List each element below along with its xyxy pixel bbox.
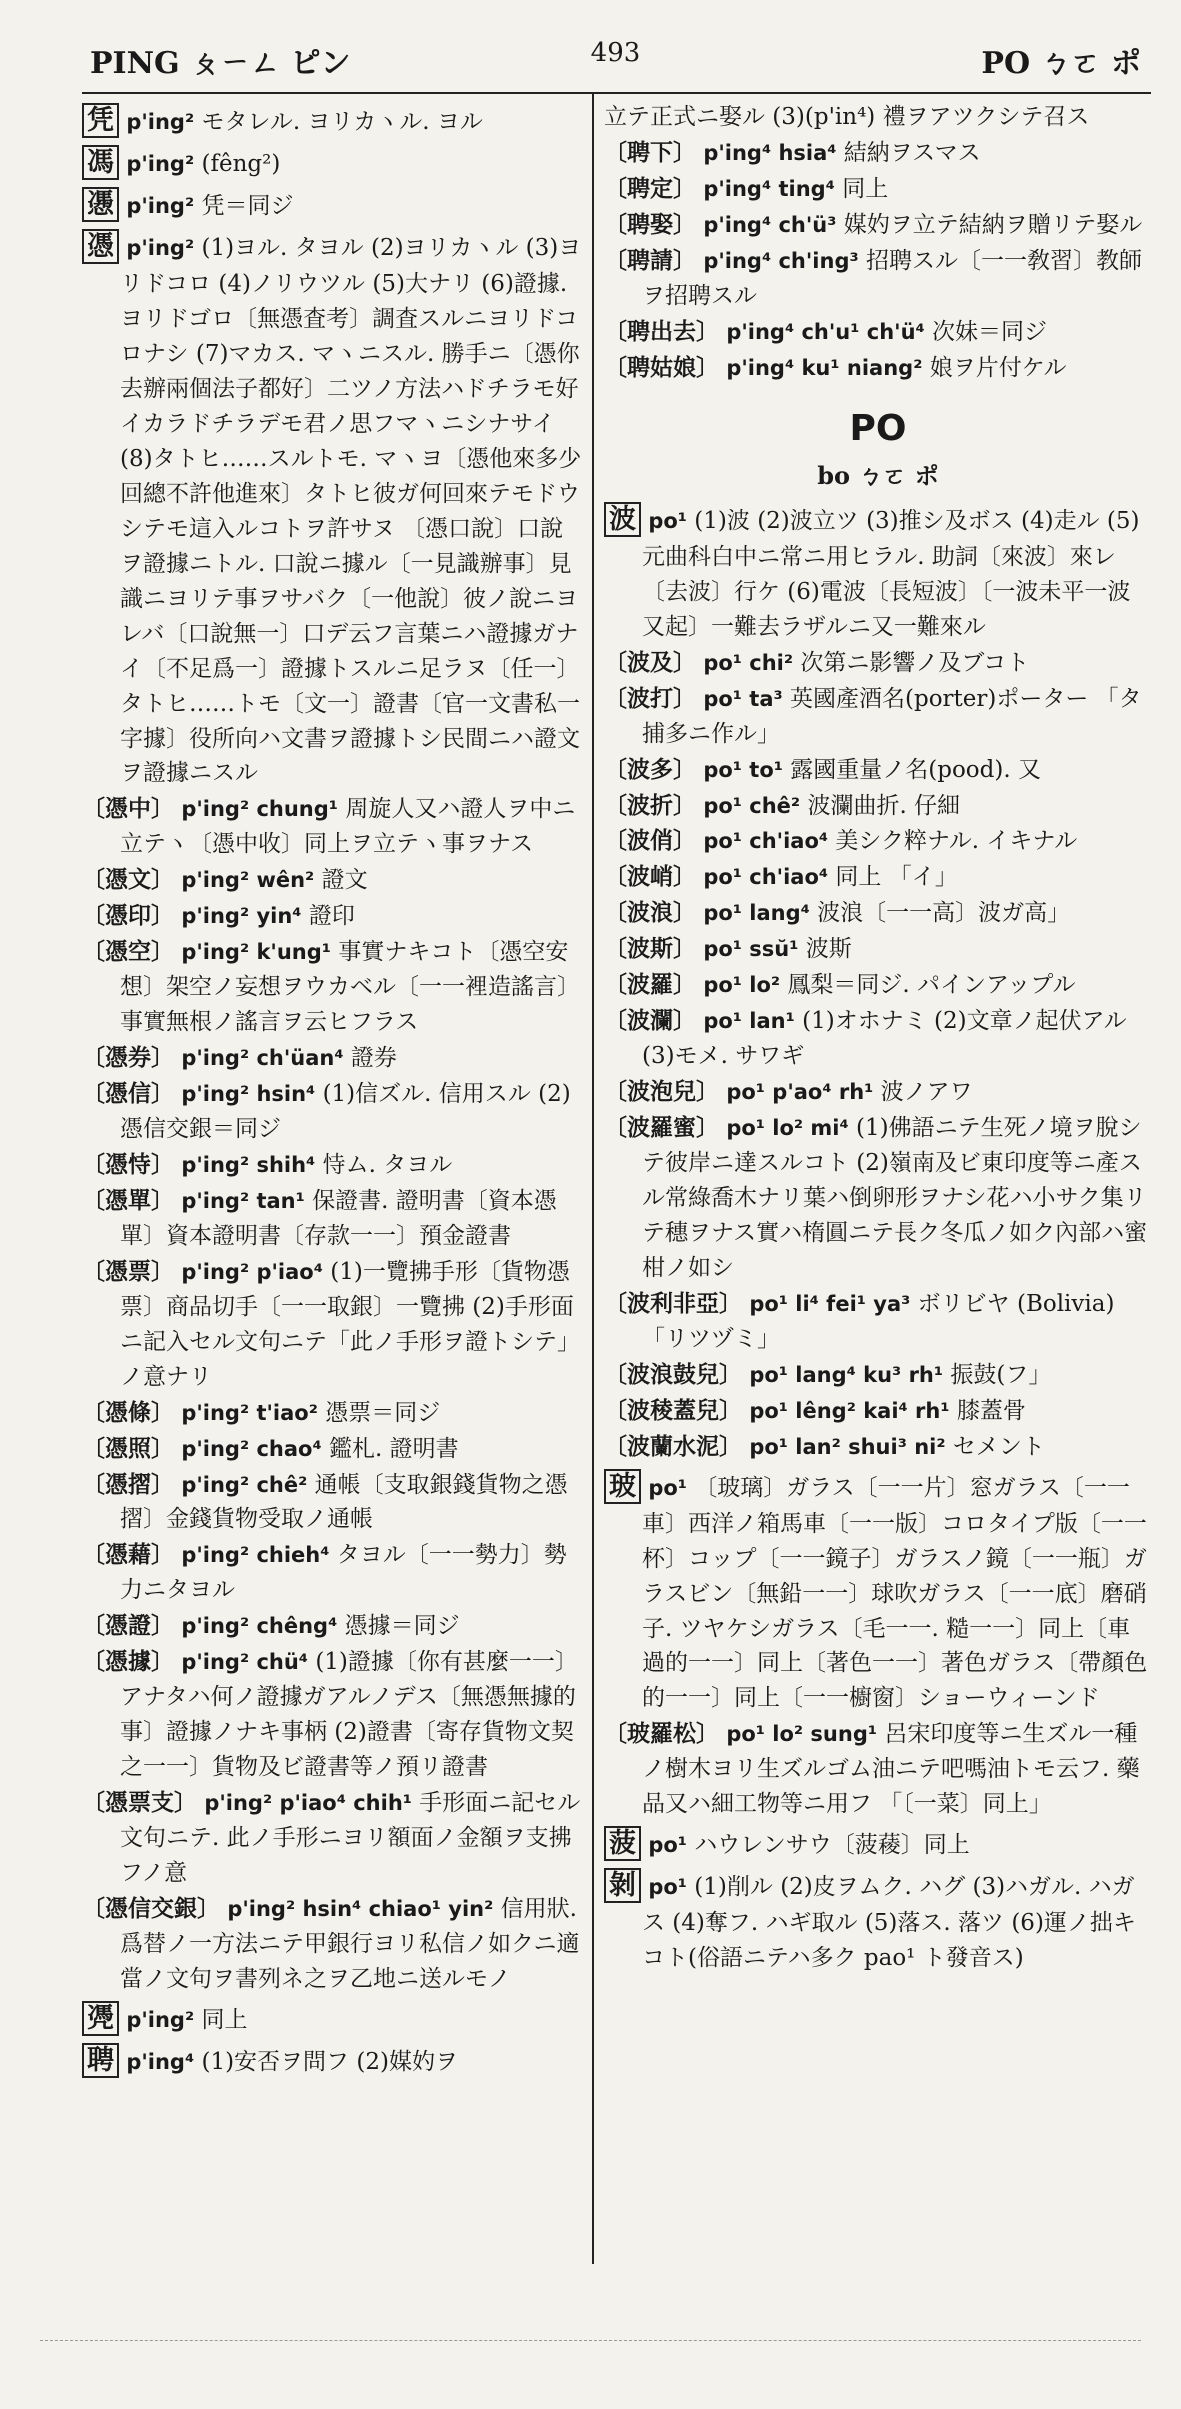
bottom-edge <box>40 2340 1141 2341</box>
column-divider <box>592 94 594 2264</box>
entry-definition: 波瀾曲折. 仔細 <box>807 792 961 819</box>
entry-headword: 〔憑摺〕 <box>82 1470 174 1498</box>
entry-definition: 振鼓(フ」 <box>950 1361 1052 1388</box>
entry-romanization: p'ing⁴ hsia⁴ <box>703 140 837 165</box>
entry-romanization: p'ing² <box>126 110 195 134</box>
entry-romanization: po¹ to¹ <box>703 757 783 782</box>
entry-definition: 保證書. 證明書〔資本憑單〕資本證明書〔存款一一〕預金證書 <box>120 1187 557 1249</box>
entry-definition: 同上 <box>842 175 889 202</box>
entry-romanization: p'ing² chao⁴ <box>181 1436 322 1461</box>
entry-romanization: p'ing² chü⁴ <box>181 1650 309 1675</box>
dictionary-entry <box>82 1184 582 1254</box>
entry-headword: 聘 <box>82 2043 119 2078</box>
dictionary-entry <box>82 899 582 934</box>
entry-headword: 〔波折〕 <box>604 791 696 819</box>
entry-headword: 〔憑單〕 <box>82 1186 174 1214</box>
section-title: PO <box>849 407 907 449</box>
entry-romanization: p'ing² chê² <box>181 1472 308 1497</box>
dictionary-entry <box>82 792 582 862</box>
entry-headword: 〔憑票〕 <box>82 1257 174 1285</box>
entry-headword: 〔波泡兒〕 <box>604 1078 719 1106</box>
entry-romanization: po¹ lo² mi⁴ <box>726 1116 849 1141</box>
entry-headword: 〔聘出去〕 <box>604 317 719 345</box>
entry-headword: 〔憑證〕 <box>82 1612 174 1640</box>
dictionary-entry <box>604 1466 1152 1717</box>
entry-romanization: po¹ p'ao⁴ rh¹ <box>726 1080 874 1105</box>
dictionary-entry <box>82 1468 582 1538</box>
dictionary-entry <box>82 226 582 791</box>
entry-headword: 〔憑空〕 <box>82 938 174 966</box>
dictionary-entry <box>82 1892 582 1997</box>
dictionary-entry <box>604 789 1152 824</box>
entry-romanization: po¹ chi² <box>703 650 794 675</box>
page-header <box>90 38 1141 88</box>
entry-headword: 〔憑票支〕 <box>82 1789 197 1817</box>
entry-headword: 〔憑券〕 <box>82 1044 174 1072</box>
dictionary-entry <box>604 682 1152 752</box>
entry-definition: 波浪〔一一高〕波ガ高」 <box>817 900 1071 927</box>
entry-headword: 〔聘姑娘〕 <box>604 353 719 381</box>
dictionary-entry <box>82 863 582 898</box>
entry-headword: 〔波浪〕 <box>604 899 696 927</box>
dictionary-entry <box>604 1394 1152 1429</box>
entry-romanization: p'ing² p'iao⁴ chih¹ <box>204 1791 412 1816</box>
entry-romanization: p'ing⁴ <box>126 2049 195 2074</box>
dictionary-entry <box>82 1041 582 1076</box>
entry-definition: 立テ正式ニ娶ル (3)(p'in⁴) 禮ヲアツクシテ召ス <box>604 104 1090 130</box>
header-rule <box>82 92 1151 94</box>
entry-romanization: po¹ lêng² kai⁴ rh¹ <box>749 1398 950 1423</box>
entry-headword: 〔波俏〕 <box>604 827 696 855</box>
entry-headword: 〔波多〕 <box>604 755 696 783</box>
entry-definition: (1)一覽拂手形〔貨物憑票〕商品切手〔一一取銀〕一覽拂 (2)手形面ニ記入セル文句ニテ「此ノ手形ヲ證トシテ」ノ意ナリ <box>120 1258 580 1390</box>
entry-headword: 〔波羅蜜〕 <box>604 1114 719 1142</box>
entry-romanization: p'ing⁴ ting⁴ <box>703 176 835 201</box>
dictionary-entry <box>604 1111 1152 1286</box>
dictionary-entry <box>604 136 1152 171</box>
entry-definition: 呂宋印度等ニ生ズル一種ノ樹木ヨリ生ズルゴム油ニテ吧嗎油トモ云フ. 藥品又ハ細工物等ニ用フ 「〔一菜〕同上」 <box>642 1721 1140 1818</box>
dictionary-entry <box>82 1645 582 1785</box>
entry-romanization: p'ing⁴ ch'u¹ ch'ü⁴ <box>726 319 925 344</box>
dictionary-entry <box>604 860 1152 895</box>
entry-headword: 〔波峭〕 <box>604 863 696 891</box>
entry-headword: 〔波蘭水泥〕 <box>604 1432 742 1460</box>
left-column <box>82 100 582 2082</box>
entry-headword: 馮 <box>82 145 119 180</box>
entry-headword: 〔波羅〕 <box>604 971 696 999</box>
entry-romanization: p'ing² tan¹ <box>181 1188 305 1213</box>
dictionary-entry <box>604 1717 1152 1822</box>
header-left: PING ㄆㄧㄥ ピン <box>90 46 351 81</box>
entry-romanization: p'ing² <box>126 236 195 261</box>
entry-romanization: p'ing² hsin⁴ <box>181 1082 316 1107</box>
entry-definition: 信用狀. 爲替ノ一方法ニテ甲銀行ヨリ私信ノ如クニ適當ノ文句ヲ書列ネ之ヲ乙地ニ送ルモノ <box>120 1895 580 1992</box>
entry-romanization: po¹ <box>648 1833 687 1858</box>
entry-headword: 〔憑文〕 <box>82 866 174 894</box>
entry-romanization: po¹ <box>648 1875 687 1900</box>
entry-romanization: p'ing² <box>126 152 195 177</box>
dictionary-entry <box>82 2040 582 2081</box>
entry-romanization: p'ing² shih⁴ <box>181 1152 316 1177</box>
entry-headword: 〔聘下〕 <box>604 138 696 166</box>
entry-headword: 凴 <box>82 2001 119 2036</box>
entry-romanization: p'ing² k'ung¹ <box>181 940 331 965</box>
entry-definition: 結納ヲスマス <box>843 139 981 166</box>
entry-headword: 〔憑印〕 <box>82 902 174 930</box>
entry-romanization: p'ing⁴ ch'ü³ <box>703 212 837 237</box>
entry-romanization: p'ing² chieh⁴ <box>181 1543 330 1568</box>
entry-definition: (1)削ル (2)皮ヲムク. ハグ (3)ハガル. ハガス (4)奪フ. ハギ取ル (5)落ス. 落ツ (6)運ノ拙キコト(俗語ニテハ多ク pao¹ ト發音ス) <box>642 1874 1136 1972</box>
dictionary-entry <box>82 1538 582 1608</box>
dictionary-entry <box>604 968 1152 1003</box>
dictionary-entry <box>604 1823 1152 1864</box>
entry-definition: 鳳梨＝同ジ. パインアップル <box>787 972 1076 999</box>
header-right: PO ㄅㄛ ポ <box>981 46 1141 81</box>
entry-romanization: po¹ lan² shui³ ni² <box>749 1434 946 1459</box>
entry-definition: 媒妁ヲ立テ結納ヲ贈リテ娶ル <box>843 211 1143 238</box>
entry-definition: 娘ヲ片付ケル <box>929 354 1067 381</box>
entry-romanization: po¹ lang⁴ <box>703 901 810 926</box>
entry-definition: 〔玻璃〕ガラス〔一一片〕窓ガラス〔一一車〕西洋ノ箱馬車〔一一版〕コロタイプ版〔一一杯〕コップ〔一一鏡子〕ガラスノ鏡〔一一瓶〕ガラスビン〔無鉛一一〕球吹ガラス〔一一底〕磨硝子. ツヤケシガラス〔毛一一. 糙一一〕同上〔車過的一一〕同上〔著色一一〕著色ガラス〔帶顏色的一一〕同上〔一一櫥窗〕ショーウィーンド <box>642 1474 1148 1712</box>
dictionary-entry <box>604 1075 1152 1110</box>
dictionary-entry <box>82 935 582 1040</box>
dictionary-entry <box>604 1865 1152 1976</box>
entry-headword: 凭 <box>82 103 119 138</box>
dictionary-entry <box>604 244 1152 314</box>
entry-definition: 周旋人又ハ證人ヲ中ニ立テヽ〔憑中收〕同上ヲ立テヽ事ヲナス <box>120 796 576 858</box>
dictionary-entry <box>82 1432 582 1467</box>
entry-definition: 鑑札. 證明書 <box>328 1435 459 1462</box>
dictionary-entry <box>604 208 1152 243</box>
entry-romanization: po¹ lo² sung¹ <box>726 1722 878 1747</box>
dictionary-entry <box>604 646 1152 681</box>
entry-definition: 露國重量ノ名(pood). 又 <box>790 756 1041 783</box>
entry-romanization: p'ing² yin⁴ <box>181 904 302 929</box>
entry-romanization: p'ing² chêng⁴ <box>181 1614 338 1639</box>
dictionary-entry <box>82 100 582 141</box>
entry-headword: 〔憑藉〕 <box>82 1541 174 1569</box>
entry-romanization: p'ing² <box>126 194 195 219</box>
entry-definition: 招聘スル〔一一敎習〕教師ヲ招聘スル <box>642 247 1142 309</box>
entry-definition: 憑票＝同ジ <box>325 1399 441 1426</box>
dictionary-entry <box>82 1077 582 1147</box>
entry-romanization: p'ing² p'iao⁴ <box>181 1259 323 1284</box>
entry-definition: (fêng²) <box>201 151 281 178</box>
entry-headword: 〔憑照〕 <box>82 1434 174 1462</box>
section-subtitle: bo ㄅㄛ ポ <box>817 461 939 491</box>
right-column-ping-entries <box>604 100 1152 386</box>
entry-definition: (1)波 (2)波立ツ (3)推シ及ボス (4)走ル (5)元曲科白中ニ常ニ用ヒラル. 助詞〔來波〕來レ〔去波〕行ケ (6)電波〔長短波〕〔一波未平一波又起〕一難去ラザルニ又一難來ル <box>642 507 1140 640</box>
entry-romanization: po¹ ch'iao⁴ <box>703 829 829 854</box>
dictionary-entry <box>604 315 1152 350</box>
entry-romanization: po¹ ssŭ¹ <box>703 937 799 962</box>
entry-romanization: p'ing⁴ ku¹ niang² <box>726 355 923 380</box>
entry-definition: 次第ニ影響ノ及ブコト <box>800 649 1030 676</box>
entry-definition: 次妹＝同ジ <box>932 318 1048 345</box>
entry-definition: 憑據＝同ジ <box>344 1613 460 1640</box>
dictionary-entry <box>604 1358 1152 1393</box>
entry-definition: 同上 <box>201 2006 248 2033</box>
dictionary-entry <box>604 499 1152 645</box>
entry-definition: (1)佛語ニテ生死ノ境ヲ脫シテ彼岸ニ達スルコト (2)嶺南及ビ東印度等ニ產スル常綠喬木ナリ葉ハ倒卵形ヲナシ花ハ小サク集リテ穗ヲナス實ハ楕圓ニテ長ク冬瓜ノ如ク內部ハ蜜柑ノ如シ <box>642 1115 1148 1281</box>
dictionary-entry <box>604 351 1152 386</box>
entry-headword: 憑 <box>82 229 119 264</box>
entry-romanization: po¹ <box>648 1475 687 1500</box>
entry-headword: 〔憑條〕 <box>82 1398 174 1426</box>
dictionary-entry <box>604 1004 1152 1074</box>
entry-headword: 〔波瀾〕 <box>604 1007 696 1035</box>
dictionary-entry <box>82 184 582 225</box>
entry-headword: 〔波斯〕 <box>604 935 696 963</box>
entry-definition: ボリビヤ (Bolivia) 「リツヅミ」 <box>642 1290 1115 1352</box>
entry-headword: 波 <box>604 502 641 537</box>
entry-headword: 〔波浪鼓兒〕 <box>604 1360 742 1388</box>
entry-romanization: p'ing⁴ ch'ing³ <box>703 248 859 273</box>
entry-definition: (1)信ズル. 信用スル (2)憑信交銀＝同ジ <box>120 1081 571 1142</box>
dictionary-entry <box>604 753 1152 788</box>
entry-definition: 通帳〔支取銀錢貨物之憑摺〕金錢貨物受取ノ通帳 <box>120 1471 568 1533</box>
dictionary-entry <box>82 1148 582 1183</box>
entry-definition: 英國產酒名(porter)ポーター 「タ捕多ニ作ル」 <box>642 685 1142 747</box>
entry-definition: (1)安否ヲ問フ (2)媒妁ヲ <box>201 2048 458 2075</box>
entry-romanization: p'ing² <box>126 2007 195 2032</box>
entry-romanization: p'ing² ch'üan⁴ <box>181 1046 344 1071</box>
entry-headword: 〔波稜蓋兒〕 <box>604 1396 742 1424</box>
dictionary-entry <box>604 1287 1152 1357</box>
entry-headword: 〔憑信〕 <box>82 1080 174 1108</box>
entry-headword: 〔聘定〕 <box>604 174 696 202</box>
entry-definition: 證券 <box>350 1045 397 1072</box>
entry-headword: 〔聘娶〕 <box>604 210 696 238</box>
dictionary-entry <box>604 100 1152 135</box>
entry-romanization: p'ing² t'iao² <box>181 1400 318 1425</box>
entry-romanization: po¹ ch'iao⁴ <box>703 865 829 890</box>
entry-romanization: p'ing² wên² <box>181 868 315 893</box>
entry-definition: セメント <box>952 1433 1045 1460</box>
entry-headword: 〔憑信交銀〕 <box>82 1894 220 1922</box>
dictionary-entry <box>82 142 582 183</box>
entry-headword: 剝 <box>604 1868 641 1903</box>
page-number: 493 <box>590 38 641 68</box>
entry-definition: 凭＝同ジ <box>201 193 294 220</box>
entry-definition: タヨル〔一一勢力〕勢力ニタヨル <box>120 1542 567 1604</box>
entry-headword: 〔聘請〕 <box>604 246 696 274</box>
entry-definition: 波斯 <box>805 936 852 963</box>
entry-headword: 菠 <box>604 1826 641 1861</box>
dictionary-entry <box>82 1609 582 1644</box>
entry-headword: 〔玻羅松〕 <box>604 1720 719 1748</box>
entry-romanization: po¹ li⁴ fei¹ ya³ <box>749 1291 911 1316</box>
dictionary-entry <box>82 1786 582 1891</box>
entry-headword: 〔波及〕 <box>604 648 696 676</box>
entry-romanization: po¹ <box>648 508 687 533</box>
dictionary-entry <box>604 172 1152 207</box>
dictionary-entry <box>82 1396 582 1431</box>
entry-headword: 〔憑恃〕 <box>82 1150 174 1178</box>
entry-headword: 〔憑據〕 <box>82 1648 174 1676</box>
entry-headword: 〔憑中〕 <box>82 795 174 823</box>
entry-headword: 〔波打〕 <box>604 684 696 712</box>
right-column <box>604 100 1152 1977</box>
entry-definition: 美シク粹ナル. イキナル <box>835 828 1078 855</box>
entry-definition: 波ノアワ <box>880 1079 973 1106</box>
entry-definition: (1)證據〔你有甚麼一一〕アナタハ何ノ證據ガアルノデス〔無憑無據的事〕證據ノナキ事柄 (2)證書〔寄存貨物文契之一一〕貨物及ビ證書等ノ預リ證書 <box>120 1649 578 1781</box>
entry-definition: 證文 <box>321 867 368 894</box>
right-column-po-entries <box>604 499 1152 1976</box>
entry-definition: 同上 「イ」 <box>835 864 958 891</box>
entry-definition: (1)ヨル. タヨル (2)ヨリカヽル (3)ヨリドコロ (4)ノリウツル (5)大ナリ (6)證據. ヨリドゴロ〔無憑査考〕調査スルニヨリドコロナシ (7)マカス. マヽニスル. 勝手ニ〔憑你去辦兩個法子都好〕二ツノ方法ハドチラモ好イカラドチラデモ君ノ思フマヽニシナサイ (8)タトヒ……スルトモ. マヽヨ〔憑他來多少回總不許他進來〕タトヒ彼ガ何回來テモドウシテモ這入ルコトヲ許サヌ 〔憑口說〕口說ヲ證據ニトル. 口說ニ據ル〔一見識辦事〕見識ニヨリテ事ヲサバク〔一他說〕彼ノ說ニヨレバ〔口說無一〕口デ云フ言葉ニハ證據ガナイ〔不足爲一〕證據トスルニ足ラヌ〔任一〕タトヒ……トモ〔文一〕證書〔官一文書私一字據〕役所向ハ文書ヲ證據トシ民間ニハ證文ヲ證據ニスル <box>120 235 582 787</box>
dictionary-entry <box>604 1430 1152 1465</box>
entry-romanization: po¹ ta³ <box>703 686 783 711</box>
entry-definition: 膝蓋骨 <box>956 1397 1026 1424</box>
entry-headword: 〔波利非亞〕 <box>604 1289 742 1317</box>
entry-definition: ハウレンサウ〔菠薐〕同上 <box>694 1832 970 1859</box>
dictionary-entry <box>604 932 1152 967</box>
dictionary-entry <box>604 824 1152 859</box>
entry-romanization: p'ing² hsin⁴ chiao¹ yin² <box>227 1896 494 1921</box>
entry-headword: 玻 <box>604 1469 641 1504</box>
entry-definition: (1)オホナミ (2)文章ノ起伏アル (3)モメ. サワギ <box>642 1008 1127 1070</box>
entry-romanization: po¹ chê² <box>703 793 801 818</box>
entry-romanization: po¹ lang⁴ ku³ rh¹ <box>749 1362 944 1387</box>
dictionary-entry <box>82 1998 582 2039</box>
entry-romanization: po¹ lo² <box>703 973 781 998</box>
entry-romanization: po¹ lan¹ <box>703 1009 795 1034</box>
entry-definition: 恃ム. タヨル <box>322 1151 453 1178</box>
entry-headword: 慿 <box>82 187 119 222</box>
entry-romanization: p'ing² chung¹ <box>181 797 338 822</box>
entry-definition: 手形面ニ記セル文句ニテ. 此ノ手形ニヨリ額面ノ金額ヲ支拂フノ意 <box>120 1790 581 1887</box>
entry-definition: 事實ナキコト〔憑空安想〕架空ノ妄想ヲウカベル〔一一裡造謠言〕事實無根ノ謠言ヲ云ヒフラス <box>120 939 580 1036</box>
entry-definition: モタレル. ヨリカヽル. ヨル <box>201 109 483 135</box>
dictionary-entry <box>82 1255 582 1395</box>
dictionary-entry <box>604 896 1152 931</box>
entry-definition: 證印 <box>308 903 355 930</box>
